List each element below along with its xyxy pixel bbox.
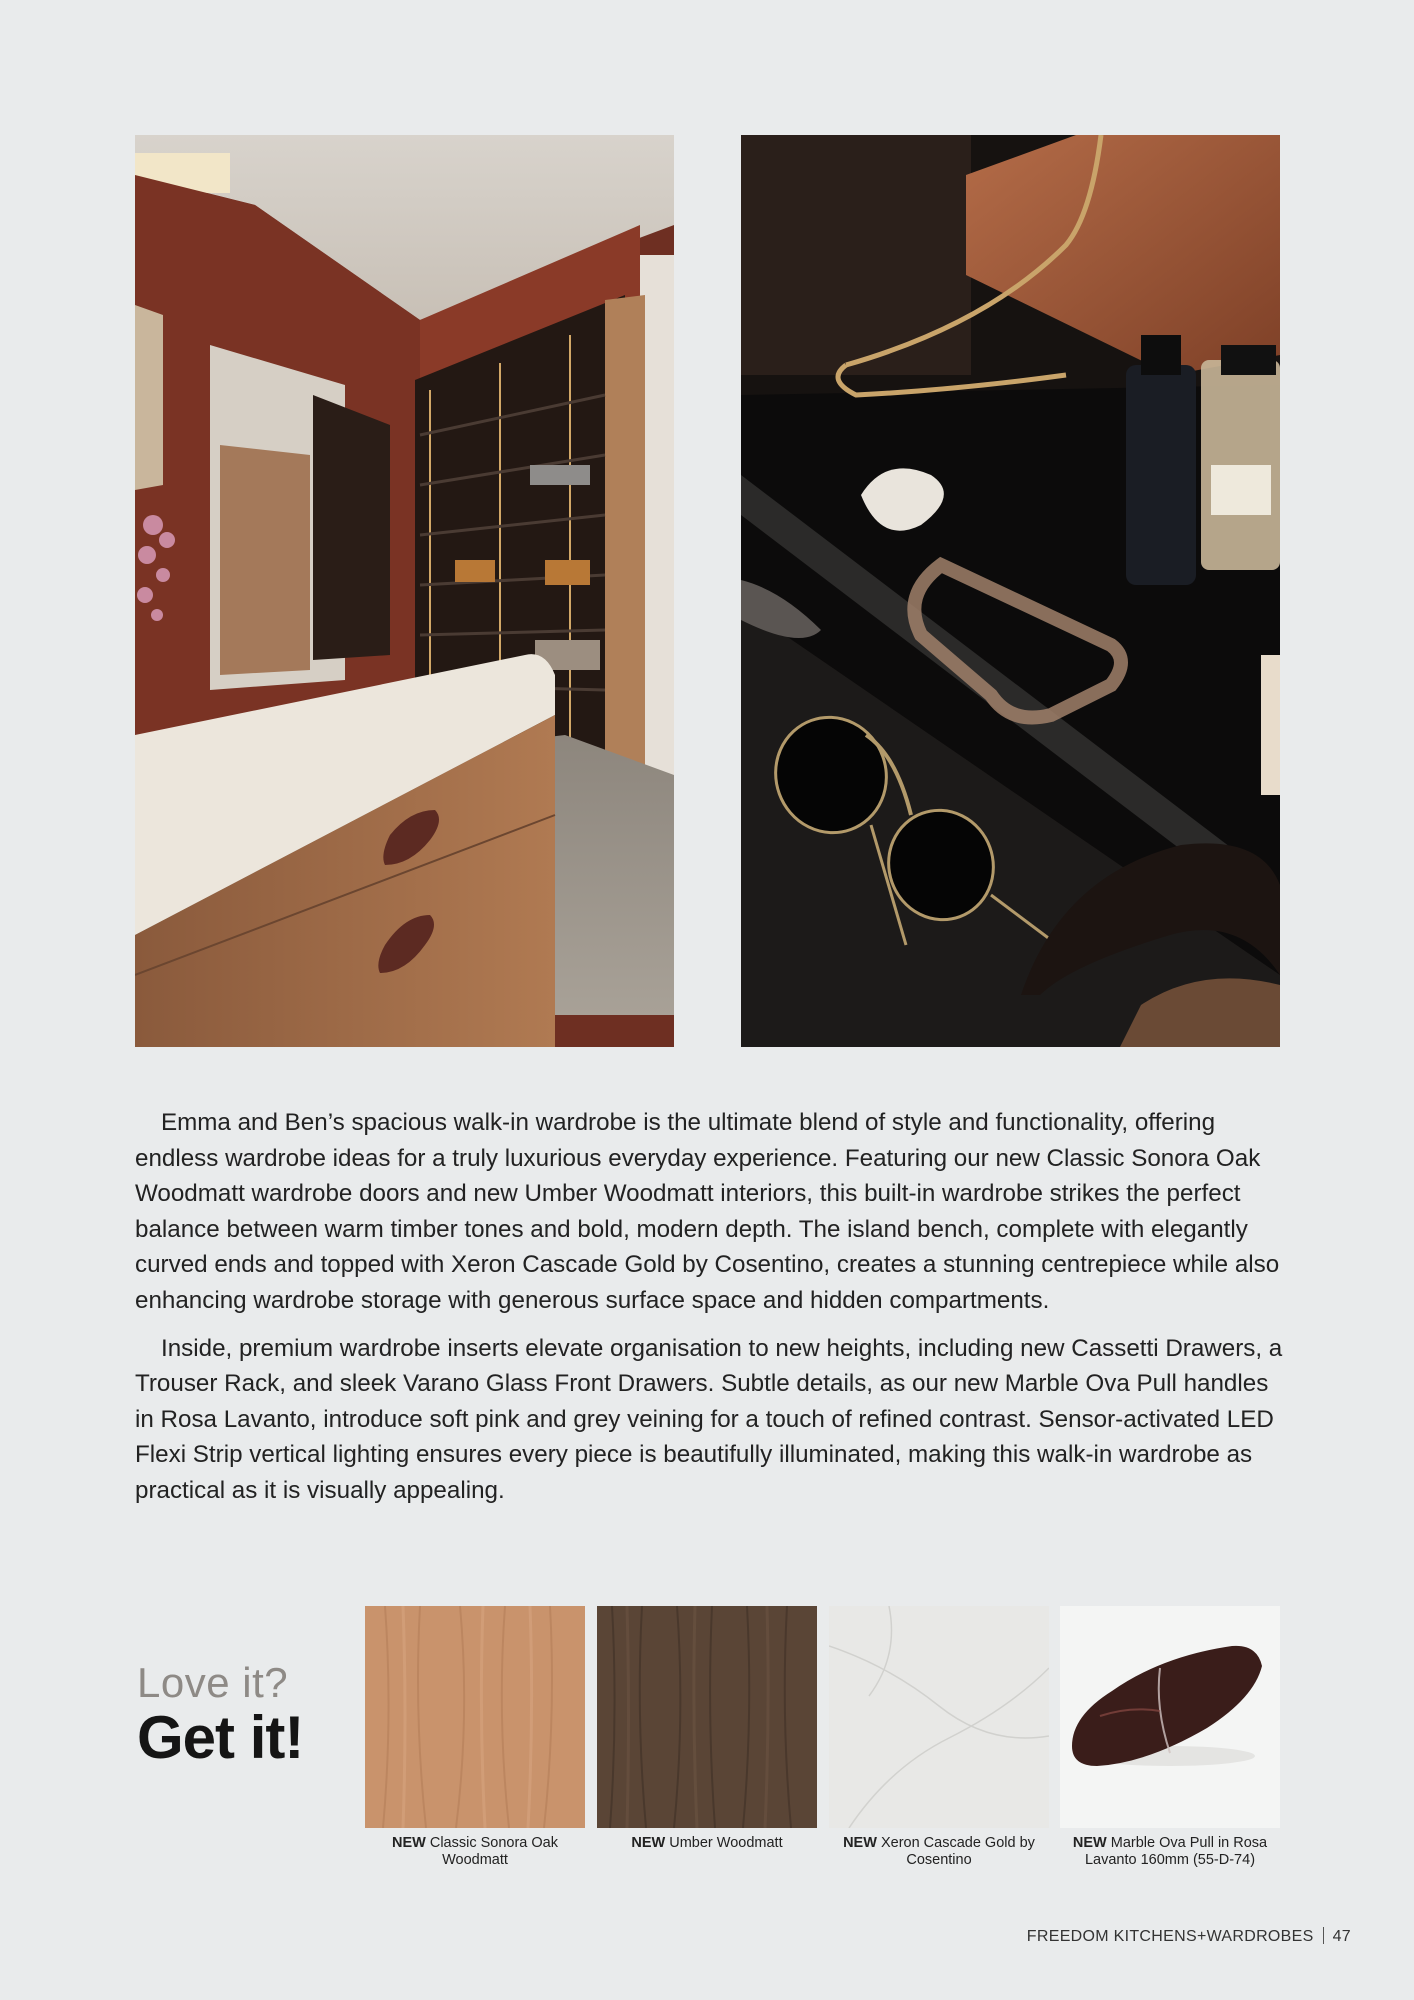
swatch-classic-sonora-oak [365,1606,585,1869]
article-body [135,1105,1285,1521]
cta-question: Love it? [137,1659,289,1706]
new-badge: NEW [843,1835,877,1851]
swatch-xeron-cascade-gold [829,1606,1049,1869]
page-number: 47 [1332,1928,1351,1945]
marble-stone-swatch-icon [829,1606,1049,1828]
article-paragraph: Emma and Ben’s spacious walk-in wardrobe is the ultimate blend of style and functionality, offering endless wardrobe ideas for a truly luxurious everyday experience. Featuring our new Classic Sonora Oak Woodmatt wardrobe doors and new Umber Woodmatt interiors, this built-in wardrobe strikes the perfect balance between warm timber tones and bold, modern depth. The island bench, complete with elegantly curved ends and topped with Xeron Cascade Gold by Cosentino, creates a stunning centrepiece while also enhancing wardrobe storage with generous surface space and hidden compartments. [135,1109,1280,1314]
swatch-caption [365,1835,585,1869]
page-footer [1027,1927,1351,1946]
swatch-caption [1060,1835,1280,1869]
swatch-label: Classic Sonora Oak Woodmatt [429,1835,558,1868]
swatch-label: Umber Woodmatt [669,1835,783,1851]
swatch-marble-ova-pull [1060,1606,1280,1869]
footer-divider [1323,1927,1324,1944]
swatch-caption [829,1835,1049,1869]
love-it-get-it [137,1660,303,1770]
new-badge: NEW [1072,1835,1107,1851]
new-badge: NEW [631,1835,666,1851]
brand-name: FREEDOM KITCHENS+WARDROBES [1026,1928,1314,1945]
swatch-label: Xeron Cascade Gold by Cosentino [880,1835,1035,1868]
marble-pull-handle-icon [1060,1606,1280,1828]
new-badge: NEW [391,1835,426,1851]
article-paragraph: Inside, premium wardrobe inserts elevate organisation to new heights, including new Cassetti Drawers, a Trouser Rack, and sleek Varano Glass Front Drawers. Subtle details, as our new Marble Ova Pull handles in Rosa Lavanto, introduce soft pink and grey veining for a touch of refined contrast. Sensor-activated LED Flexi Strip vertical lighting ensures every piece is beautifully illuminated, making this walk-in wardrobe as practical as it is visually appealing. [135,1334,1283,1504]
swatch-caption [597,1835,817,1852]
swatch-label: Marble Ova Pull in Rosa Lavanto 160mm (55-D-74) [1084,1835,1268,1868]
umber-woodgrain-swatch-icon [597,1606,817,1828]
oak-woodgrain-swatch-icon [365,1606,585,1828]
swatch-umber-woodmatt [597,1606,817,1852]
walk-in-wardrobe-photo [135,135,674,1047]
cta-answer: Get it! [137,1704,304,1771]
drawer-accessories-photo [741,135,1280,1047]
